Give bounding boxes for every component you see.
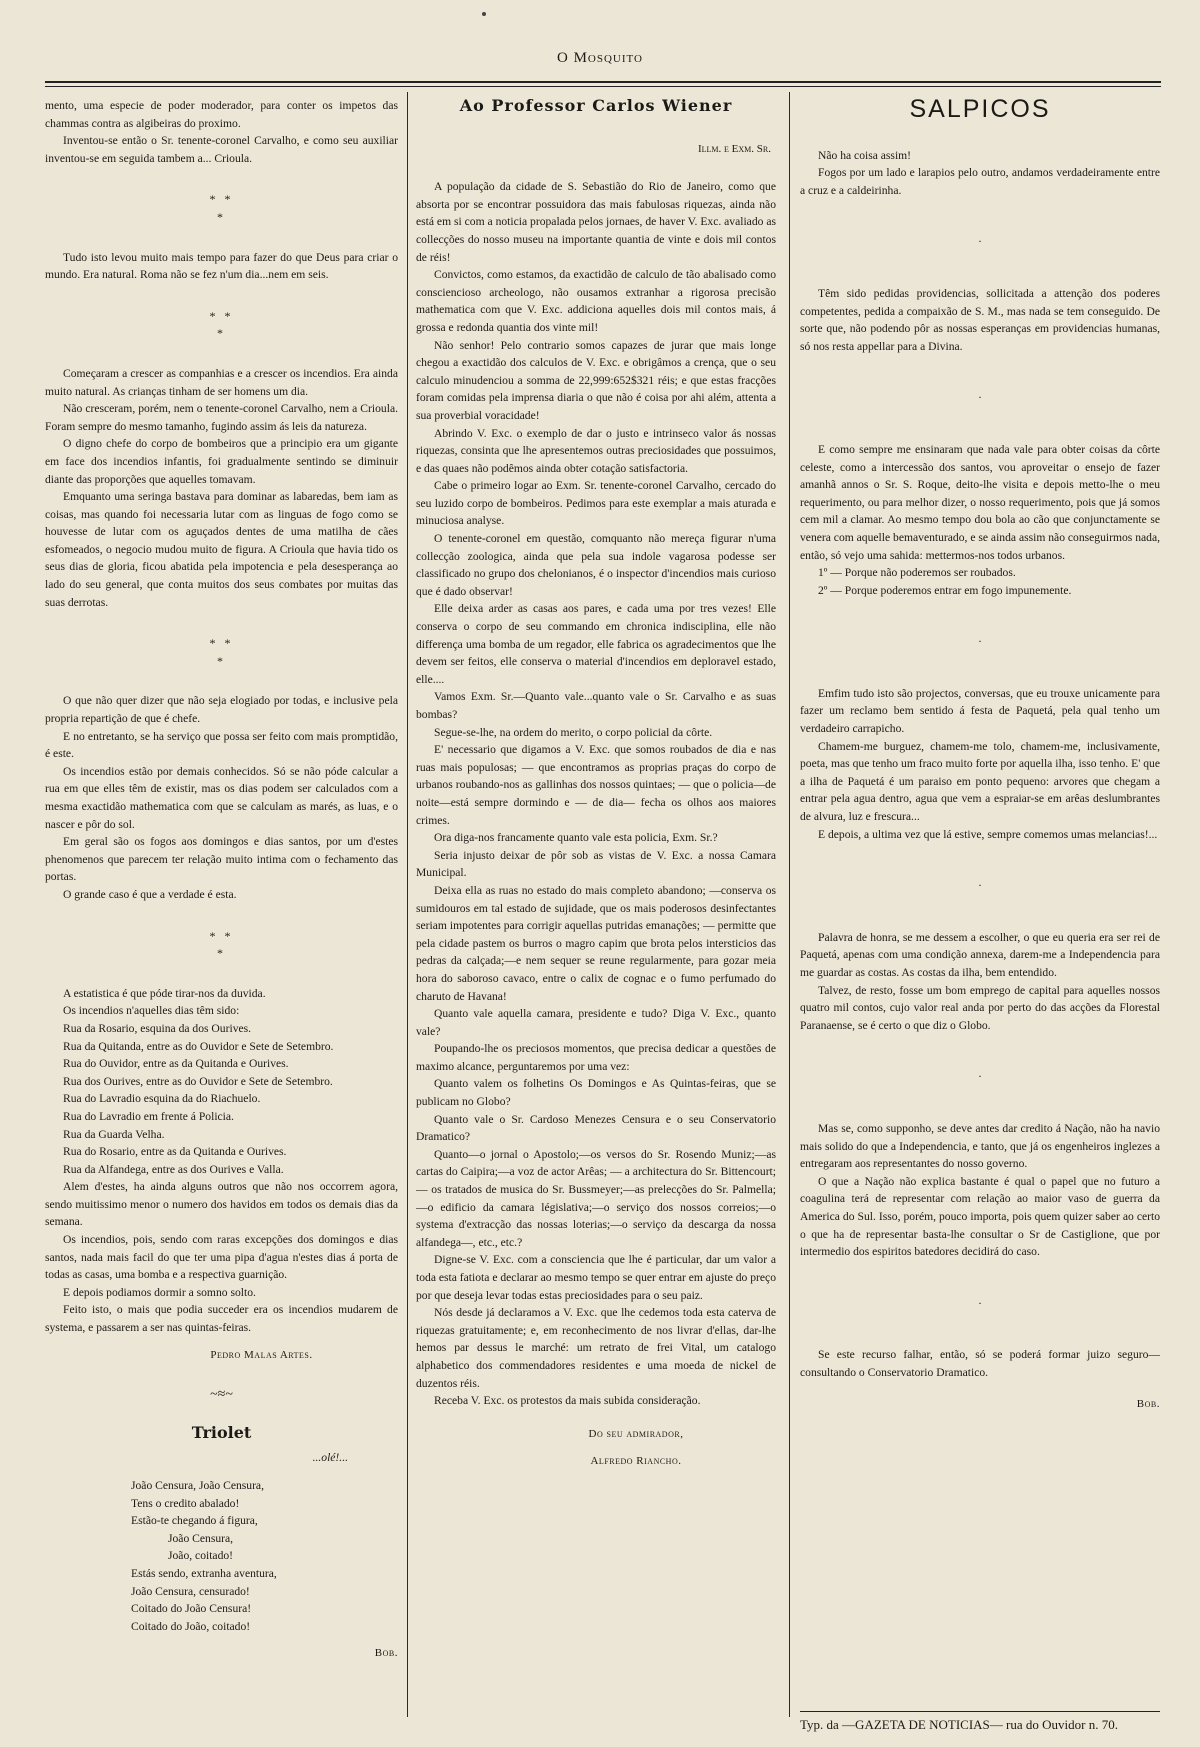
section-stars: * * * [209, 308, 234, 341]
paragraph: Quanto vale aquella camara, presidente e tudo? Diga V. Exc., quanto vale? [416, 1007, 776, 1038]
paragraph: Fogos por um lado e larapios pelo outro, andamos verdadeiramente entre a cruz e a caldeirinha. [800, 166, 1160, 197]
paragraph: Nós desde já declaramos a V. Exc. que lhe cedemos toda esta caterva de riquezas gratuitamente; e, em reconhecimento de nos livrar d'ellas, dar-lhe hemos par dessus le marché: um retrato de frei Vital, um catalogo alphabetico dos commendadores residentes e uma moeda de nickel de duzentos réis. [416, 1306, 776, 1390]
paragraph: E' necessario que digamos a V. Exc. que somos roubados de dia e nas ruas mais populosas; — que encontramos as proprias praças do corpo de urbanos roubando-nos as gallinhas dos nossos quintaes; — que o policia—de noite—está sempre dormindo e — de dia— fecha os olhos aos maiores crimes. [416, 743, 776, 827]
paragraph: Mas se, como supponho, se deve antes dar credito á Nação, não ha navio mais solido do que a Independencia, e tanto, que já os engenheiros inglezes a entregaram aos representantes do nosso governo. [800, 1121, 1160, 1171]
paragraph: E como sempre me ensinaram que nada vale para obter coisas da côrte celeste, como a intercessão dos santos, vou aproveitar o ensejo de fazer amanhã annos o Sr. S. Roque, deito-lhe visita e depois metto-lhe o meu requerimento, ou para melhor dizer, o nosso requerimento, pois que já somos cem mil a clamar. Ao mesmo tempo dou bola ao cão que conjunctamente se venera com aquelle bemaventurado, e se ainda assim não conseguirmos nada, então, só vejo uma sahida: mettermos-nos todos urbanos. [800, 442, 1160, 562]
verse-line: João Censura, [168, 1531, 234, 1545]
paragraph: Feito isto, o mais que podia succeder era os incendios mudarem de systema, e passarem a ser nas quintas-feiras. [45, 1303, 398, 1335]
list-item: Rua do Lavradio em frente á Policia. [63, 1109, 234, 1123]
paragraph: Quanto valem os folhetins Os Domingos e As Quintas-feiras, que se publicam no Globo? [416, 1077, 776, 1109]
paragraph: Alem d'estes, ha ainda alguns outros que não nos occorrem agora, sendo muitissimo menor o numero dos havidos em todos os demais dias da semana. [45, 1180, 398, 1229]
paragraph: A estatistica é que póde tirar-nos da duvida. [63, 986, 266, 1000]
verse-line: João Censura, censurado! [131, 1584, 250, 1598]
salutation: Illm. e Exm. Sr. [698, 142, 771, 155]
verse-line: Tens o credito abalado! [131, 1496, 240, 1510]
ink-dot [482, 12, 486, 16]
paragraph: Talvez, de resto, fosse um bom emprego de capital para aquelles nossos quatro mil contos, cujo valor real anda por perto do das acções da Florestal Paranaense, se é certo o que diz o Globo. [800, 983, 1160, 1032]
paragraph: Começaram a crescer as companhias e a crescer os incendios. Era ainda muito natural. As crianças tinham de ser homens um dia. [45, 366, 398, 398]
article-title: Ao Professor Carlos Wiener [459, 96, 733, 115]
paragraph: O que a Nação não explica bastante é qual o papel que no futuro a coagulina terá de representar com relação ao maior vaso de guerra da America do Sul. Isso, porém, pouco importa, pois quem quizer saber ao certo o que ha de representar basta-lhe consultar o Sr de Castiglione, que por intermedio dos espiritos batedores decidirá do caso. [800, 1174, 1160, 1259]
column-1 [45, 97, 398, 1673]
paragraph: Os incendios estão por demais conhecidos. Só se não póde calcular a rua em que elles têm de existir, mas os dias podem ser calculados com a mesma exactidão mathematica com que se calculam as marés, as luas, e o nascer e pôr do sol. [45, 764, 398, 831]
verse-line: Estão-te chegando á figura, [131, 1514, 258, 1528]
section-dot: · [978, 234, 982, 249]
printer-imprint: Typ. da —GAZETA DE NOTICIAS— rua do Ouvidor n. 70. [800, 1711, 1160, 1733]
verse-line: João Censura, João Censura, [131, 1479, 264, 1492]
paragraph: Abrindo V. Exc. o exemplo de dar o justo e intrinseco valor ás nossas riquezas, consinta que lhe apresentemos outras preciosidades que possuimos, e das quaes não podêmos ainda obter cotação satisfactoria. [416, 426, 776, 475]
paragraph: Convictos, como estamos, da exactidão de calculo de tão abalisado como consciencioso archeologo, não ousamos extranhar a rigorosa precisão mathematica com que V. Exc. addiciona aquelles dois mil contos mais, á grossa e redonda quantia dos vinte mil! [416, 268, 776, 334]
section-dot: · [978, 1295, 982, 1310]
verse-line: Coitado do João Censura! [131, 1602, 252, 1616]
paragraph: Elle deixa arder as casas aos pares, e cada uma por tres vezes! Elle conserva o corpo de seu commando em chronica indisciplina, elle não differença uma bomba de um regador, elle fabrica os agradecimentos que lhe devem ser feitos, elle conserva o material d'incendios em deploravel estado, elle.... [416, 602, 776, 686]
paragraph: Ora diga-nos francamente quanto vale esta policia, Exm. Sr.? [434, 831, 718, 845]
running-title: O Mosquito [557, 50, 643, 66]
paragraph: Não cresceram, porém, nem o tenente-coronel Carvalho, nem a Crioula. Foram sempre do mesmo tamanho, fugindo assim ás leis da natureza. [45, 402, 398, 433]
column-2 [416, 97, 776, 1481]
flourish-divider: ~≈~ [210, 1387, 233, 1403]
verse-line: Coitado do João, coitado! [131, 1619, 251, 1633]
section-dot: · [978, 634, 982, 649]
list-item: Rua da Quitanda, entre as do Ouvidor e Sete de Setembro. [63, 1039, 334, 1053]
paragraph: Cabe o primeiro logar ao Exm. Sr. tenente-coronel Carvalho, cercado do seu luzido corpo de bombeiros. Pedimos para este exemplar a mais aturada e minuciosa analyse. [416, 479, 776, 528]
paragraph: Poupando-lhe os preciosos momentos, que precisa dedicar a questões de maximo alcance, perguntaremos por uma vez: [416, 1042, 776, 1073]
paragraph: O que não quer dizer que não seja elogiado por todas, e inclusive pela propria repartição de que é chefe. [45, 694, 398, 726]
column-3 [800, 97, 1160, 1423]
section-stars: * * * [209, 928, 234, 961]
section-dot: · [978, 390, 982, 405]
list-item: Rua da Rosario, esquina da dos Ourives. [63, 1021, 252, 1035]
paragraph: Se este recurso falhar, então, só se poderá formar juizo seguro—consultando o Conservatorio Dramatico. [800, 1348, 1160, 1379]
paragraph: E depois podiamos dormir a somno solto. [63, 1285, 256, 1299]
verse-line: Estás sendo, extranha aventura, [131, 1566, 277, 1580]
paragraph: Palavra de honra, se me dessem a escolher, o que eu queria era ser rei de Paquetá, apenas com uma condição annexa, darem-me a Independencia para me guardar as costas. As costas da ilha, bem entendido. [800, 930, 1160, 979]
signature: Bob. [1136, 1397, 1160, 1410]
paragraph: 1º — Porque não poderemos ser roubados. [818, 566, 1016, 580]
list-item: Rua do Ouvidor, entre as da Quitanda e Ourives. [63, 1057, 289, 1071]
paragraph: Têm sido pedidas providencias, sollicitada a attenção dos poderes competentes, pedida a compaixão de S. M., mas nada se tem conseguido. De sorte que, não podendo pôr as nossas esperanças em providencias humanas, só nos resta appellar para a Divina. [800, 286, 1160, 353]
paragraph: Não senhor! Pelo contrario somos capazes de jurar que mais longe chegou a exactidão dos calculos de V. Exc. e obrigâmos a crença, que o seu calculo minudenciou a somma de 22,999:652$321 réis; e que estas fracções foram comidas pela imprensa diaria o que não é coisa por ahi além, attenta a sua proverbial voracidade! [416, 338, 776, 422]
paragraph: Quanto vale o Sr. Cardoso Menezes Censura e o seu Conservatorio Dramatico? [416, 1112, 776, 1144]
list-item: Rua do Rosario, entre as da Quitanda e Ourives. [63, 1145, 287, 1159]
section-title: SALPICOS [909, 95, 1051, 123]
paragraph: O grande caso é que a verdade é esta. [63, 887, 237, 901]
epigraph: ...olé!... [312, 1451, 348, 1465]
paragraph: mento, uma especie de poder moderador, para conter os impetos das chammas contra as algibeiras do proximo. [45, 99, 398, 130]
triolet-title: Triolet [191, 1422, 252, 1442]
paragraph: O digno chefe do corpo de bombeiros que a principio era um gigante em face dos incendios infantis, foi gradualmente sentindo se diminuir diante das proporções que aquelles tomavam. [45, 437, 398, 486]
paragraph: Quanto—o jornal o Apostolo;—os versos do Sr. Rosendo Muniz;—as cartas do Caipira;—a voz de actor Arêas; — a architectura do Sr. Bittencourt; — os tratados de musica do Sr. Bussmeyer;—as prelecções do Sr. Palmella;—o edificio da camara législativa;—o serviço dos nossos correios;—o systema d'extracção das nossas loterias;—o serviço da descarga da nossa alfandega—, etc., etc.? [416, 1147, 776, 1249]
paragraph: Os incendios n'aquelles dias têm sido: [63, 1004, 240, 1018]
paragraph: O tenente-coronel em questão, comquanto não mereça figurar n'uma collecção zoologica, ainda que pela sua indole vagarosa podesse ser classificado no grupo dos chelonianos, é o inspector d'incendios mais curioso que é dado observar! [416, 532, 776, 598]
paragraph: Chamem-me burguez, chamem-me tolo, chamem-me, inclusivamente, poeta, mas que tenho um fraco muito forte por aquella ilha, isso tenho. E' que a ilha de Paquetá é um paraiso em ponto pequeno: arvores que chegam a entrar pela agua dentro, agua que vem a espraiar-se em arêas deslumbrantes de alvura, luz e frescura... [800, 739, 1160, 824]
paragraph: A população da cidade de S. Sebastião do Rio de Janeiro, como que absorta por se encontrar possuidora das mais fabulosas riquezas, ainda não está em si com a noticia propalada pelos jornaes, de haver V. Exc. avaliado as collecções do nosso museu na importante quantia de vinte e dois mil contos de réis! [416, 180, 776, 264]
triolet-signature: Bob. [374, 1647, 398, 1660]
paragraph: Inventou-se então o Sr. tenente-coronel Carvalho, e como seu auxiliar inventou-se em seguida tambem a... Crioula. [45, 134, 398, 165]
list-item: Rua da Guarda Velha. [63, 1127, 165, 1141]
column-divider-1 [407, 92, 408, 1717]
section-dot: · [978, 1069, 982, 1084]
section-stars: * * * [209, 192, 234, 224]
section-dot: · [978, 878, 982, 893]
paragraph: Digne-se V. Exc. com a consciencia que lhe é particular, dar um valor a toda esta fatiota e declarar ao mesmo tempo se quer entrar em ajuste do preço por que deseja levar todas estas preciosidades para o seu paiz. [416, 1253, 776, 1302]
list-item: Rua da Alfandega, entre as dos Ourives e Valla. [63, 1162, 284, 1176]
paragraph: E depois, a ultima vez que lá estive, sempre comemos umas melancias!... [818, 827, 1158, 841]
paragraph: Emquanto uma seringa bastava para dominar as labaredas, bem iam as coisas, mas quando foi necessaria lutar com as linguas de fogo como se houvesse de lutar com os aguçados dentes de uma matilha de cães esfomeados, o negocio mudou muito de figura. A Crioula que havia tido os seus dias de gloria, ficou abatida pela impotencia e pela desesperança ao lado do seu general, que conta muitos dos seus combates por muitas das suas derrotas. [45, 490, 398, 609]
paragraph: Em geral são os fogos aos domingos e dias santos, por um d'estes phenomenos que parecem ter relação muito intima com o fechamento das portas. [45, 835, 398, 884]
paragraph: Os incendios, pois, sendo com raras excepções dos domingos e dias santos, nada mais facil do que ter uma pipa d'agua n'estes dias á porta de todas as casas, uma bomba e a respectiva guarnição. [45, 1233, 398, 1282]
paragraph: Emfim tudo isto são projectos, conversas, que eu trouxe unicamente para fazer um reclamo bem sentido á festa de Paquetá, pela qual tenho um verdadeiro carrapicho. [800, 686, 1160, 736]
paragraph: Tudo isto levou muito mais tempo para fazer do que Deus para criar o mundo. Era natural. Roma não se fez n'um dia...nem em seis. [45, 250, 398, 282]
header-rule [45, 81, 1161, 83]
paragraph: 2º — Porque poderemos entrar em fogo impunemente. [818, 583, 1072, 597]
section-stars: * * * [209, 636, 234, 668]
paragraph: Vamos Exm. Sr.—Quanto vale...quanto vale o Sr. Carvalho e as suas bombas? [416, 690, 776, 721]
closing: Do seu admirador, [588, 1427, 684, 1440]
header-rule-thin [45, 86, 1161, 87]
paragraph: Seria injusto deixar de pôr sob as vistas de V. Exc. a nossa Camara Municipal. [416, 848, 776, 880]
paragraph: Não ha coisa assim! [818, 148, 912, 162]
list-item: Rua do Lavradio esquina da do Riachuelo. [63, 1092, 261, 1106]
list-item: Rua dos Ourives, entre as do Ouvidor e Sete de Setembro. [63, 1074, 333, 1088]
paragraph: Segue-se-lhe, na ordem do merito, o corpo policial da côrte. [434, 725, 713, 739]
paragraph: Deixa ella as ruas no estado do mais completo abandono; —conserva os sumidouros em tal estado de sujidade, que os mais poderosos desinfectantes seriam impotentes para corrigir aquellas putridas emanações; — permitte que pela cidade pastem os burros o magro capim que brota pelos intersticios das pedras da calçada;—e nem sequer se reune regularmente, para gozar meia hora do saboroso cavaco, entre o calix de cognac e o fumo perfumado do charuto de Havana! [416, 883, 776, 1003]
signature: Pedro Malas Artes. [210, 1348, 313, 1361]
paragraph: E no entretanto, se ha serviço que possa ser feito com mais promptidão, é este. [45, 729, 398, 761]
verse-line: João, coitado! [168, 1549, 234, 1563]
signature: Alfredo Riancho. [590, 1455, 682, 1468]
column-divider-2 [789, 92, 790, 1717]
paragraph: Receba V. Exc. os protestos da mais subida consideração. [434, 1394, 701, 1408]
